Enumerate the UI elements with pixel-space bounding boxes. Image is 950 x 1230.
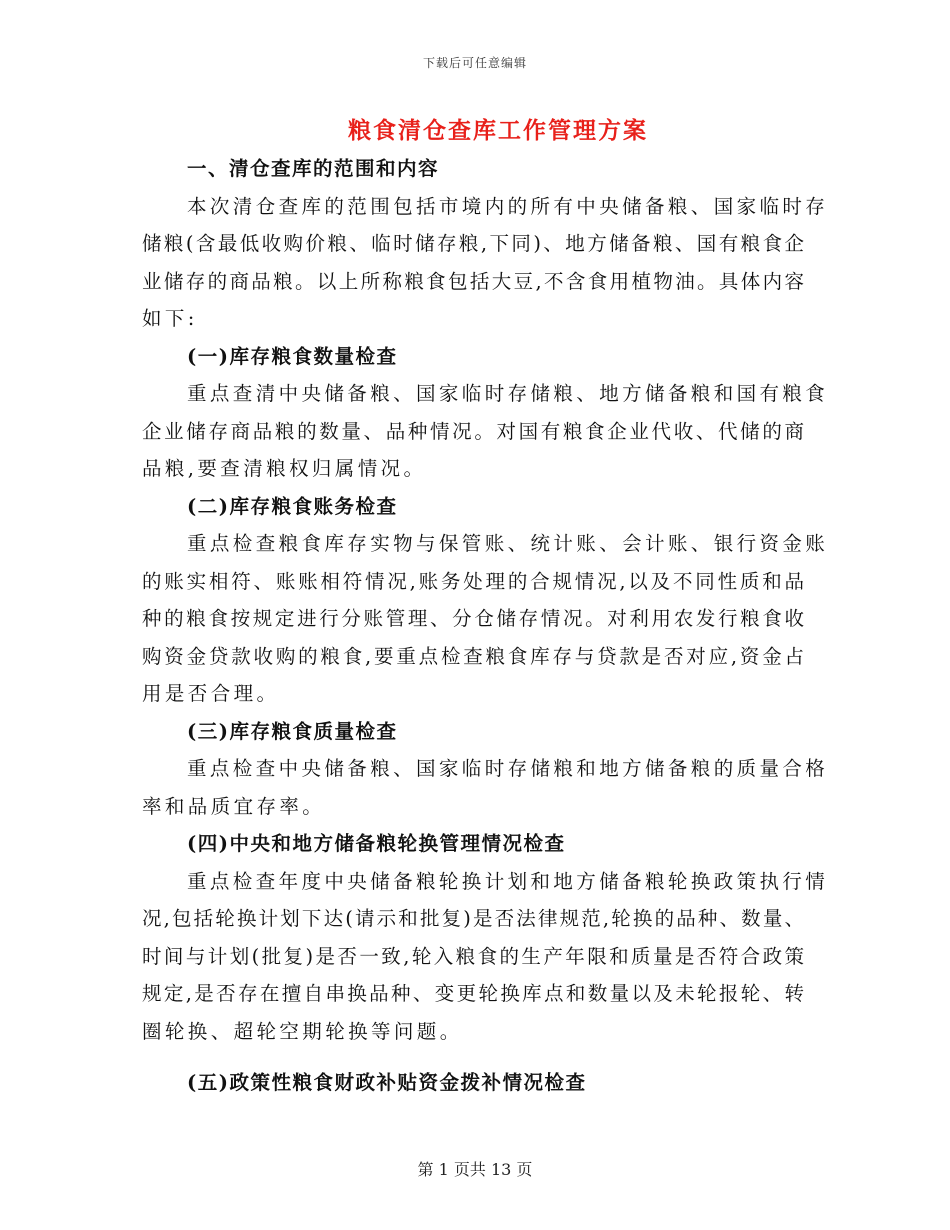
subsection-heading: (一)库存粮食数量检查: [187, 344, 398, 368]
subsection-heading: (四)中央和地方储备粮轮换管理情况检查: [187, 832, 566, 855]
paragraph-gap: [142, 1050, 804, 1064]
paragraph-line: 规定,是否存在擅自串换品种、变更轮换库点和数量以及未轮报轮、转: [142, 982, 804, 1005]
paragraph-line: 时间与计划(批复)是否一致,轮入粮食的生产年限和质量是否符合政策: [142, 944, 804, 968]
paragraph-line: 如下:: [142, 307, 198, 330]
paragraph-line: 储粮(含最低收购价粮、临时储存粮,下同)、地方储备粮、国有粮食企: [142, 232, 804, 255]
paragraph-line: 企业储存商品粮的数量、品种情况。对国有粮食企业代收、代储的商: [142, 419, 804, 443]
document-title: 粮食清仓查库工作管理方案: [348, 117, 648, 144]
subsection-heading: (五)政策性粮食财政补贴资金拨补情况检查: [187, 1071, 587, 1094]
section-heading: 一、清仓查库的范围和内容: [187, 157, 440, 180]
paragraph-line: 种的粮食按规定进行分账管理、分仓储存情况。对利用农发行粮食收: [142, 607, 804, 630]
subsection-heading: (二)库存粮食账务检查: [187, 494, 398, 518]
paragraph-line: 圈轮换、超轮空期轮换等问题。: [142, 1019, 463, 1043]
paragraph-line: 率和品质宜存率。: [142, 794, 326, 818]
paragraph-line: 的账实相符、账账相符情况,账务处理的合规情况,以及不同性质和品: [142, 569, 804, 593]
page-footer: 第 1 页共 13 页: [417, 1160, 533, 1179]
paragraph-line: 重点检查粮食库存实物与保管账、统计账、会计账、银行资金账: [187, 532, 829, 555]
document-body: [142, 150, 829, 1102]
paragraph-line: 重点检查中央储备粮、国家临时存储粮和地方储备粮的质量合格: [187, 757, 829, 780]
paragraph-line: 本次清仓查库的范围包括市境内的所有中央储备粮、国家临时存: [187, 194, 829, 218]
subsection-heading: (三)库存粮食质量检查: [187, 719, 398, 743]
paragraph-line: 况,包括轮换计划下达(请示和批复)是否法律规范,轮换的品种、数量、: [142, 907, 804, 930]
paragraph-line: 购资金贷款收购的粮食,要重点检查粮食库存与贷款是否对应,资金占: [142, 644, 804, 668]
header-note: 下载后可任意编辑: [422, 56, 527, 70]
paragraph-line: 重点检查年度中央储备粮轮换计划和地方储备粮轮换政策执行情: [187, 869, 829, 893]
paragraph-line: 重点查清中央储备粮、国家临时存储粮、地方储备粮和国有粮食: [187, 382, 829, 405]
paragraph-line: 业储存的商品粮。以上所称粮食包括大豆,不含食用植物油。具体内容: [142, 269, 804, 293]
paragraph-line: 用是否合理。: [142, 682, 280, 705]
paragraph-line: 品粮,要查清粮权归属情况。: [142, 457, 427, 480]
